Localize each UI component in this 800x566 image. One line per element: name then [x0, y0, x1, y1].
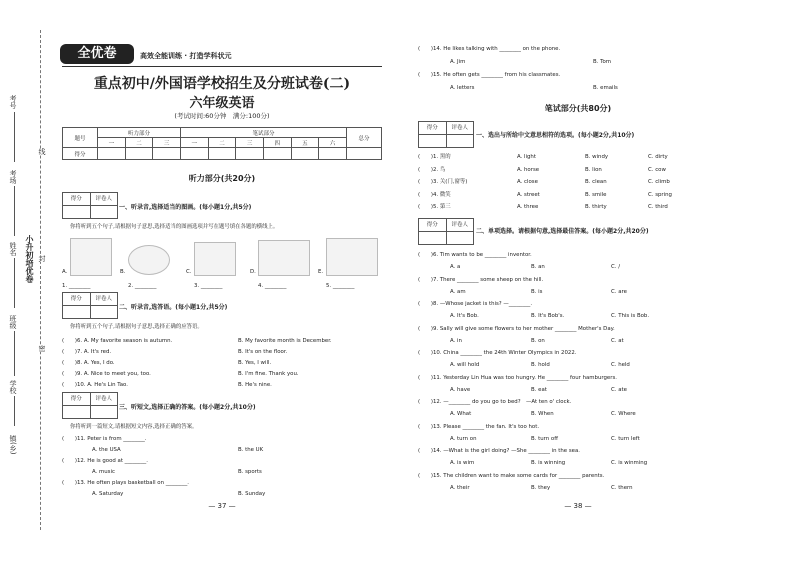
- w2-question: ( )12. —________ do you go to bed? —At ten o' clock.: [418, 399, 572, 405]
- pic-label: E.: [318, 269, 324, 275]
- q15-b[interactable]: B. emails: [593, 85, 618, 91]
- w1-option-a[interactable]: A. street: [517, 191, 540, 198]
- w2-option-a[interactable]: A. What: [450, 411, 472, 417]
- picture-a: [70, 238, 112, 276]
- q14: ( )14. He likes talking with ________ on the phone.: [418, 46, 561, 52]
- score-col: 一: [180, 138, 208, 148]
- w2-option-a[interactable]: A. is wim: [450, 460, 475, 466]
- q13-b[interactable]: B. Sunday: [238, 491, 266, 497]
- score-table: [62, 127, 382, 160]
- w1-option-b[interactable]: B. lion: [585, 166, 602, 173]
- w2-option-b[interactable]: B. is: [531, 288, 543, 295]
- listening-title: 听力部分(共20分): [188, 174, 256, 183]
- w2-option-c[interactable]: C. /: [611, 264, 621, 270]
- label-feng: 封: [38, 255, 46, 262]
- w2-option-b[interactable]: B. is winning: [531, 460, 566, 466]
- q6: ( )6. A. My favorite season is autumn.: [62, 338, 173, 344]
- w2-option-a[interactable]: A. am: [450, 288, 466, 295]
- grader-box: 得分 评卷人: [62, 192, 118, 219]
- grader-box: 得分 评卷人: [418, 218, 474, 245]
- s1-title: 一、听录音,选择适当的图画。(每小题1分,共5分): [119, 204, 252, 211]
- s2-title: 二、听录音,选答语。(每小题1分,共5分): [119, 304, 228, 311]
- w1-option-b[interactable]: B. clean: [585, 179, 607, 186]
- score-col: 二: [208, 138, 236, 148]
- q14-a[interactable]: A. Jim: [450, 59, 466, 65]
- score-cell[interactable]: [125, 148, 153, 160]
- pic-label: C.: [186, 269, 192, 275]
- w1-option-a[interactable]: A. three: [517, 204, 539, 211]
- binding-strip: [0, 0, 58, 566]
- answer-blank[interactable]: 5. ________: [326, 283, 355, 289]
- score-col: 五: [291, 138, 319, 148]
- grader-box: 得分 评卷人: [62, 392, 118, 419]
- w2-option-a[interactable]: A. their: [450, 484, 470, 491]
- w2-option-a[interactable]: A. have: [450, 386, 471, 393]
- w2-option-a[interactable]: A. will hold: [450, 362, 480, 368]
- w2-option-b[interactable]: B. on: [531, 337, 545, 344]
- score-cell[interactable]: [153, 148, 181, 160]
- q11-a[interactable]: A. the USA: [92, 447, 121, 453]
- w2-option-c[interactable]: C. at: [611, 337, 624, 344]
- score-cell[interactable]: [319, 148, 347, 160]
- score-col: 二: [125, 138, 153, 148]
- w2-option-b[interactable]: B. When: [531, 411, 554, 417]
- w2-question: ( )7. There ________ some sheep on the hill.: [418, 276, 544, 283]
- answer-blank[interactable]: 4. ________: [258, 283, 287, 289]
- exam-subtitle: 六年级英语: [189, 96, 255, 111]
- page-number-right: — 38 —: [564, 502, 592, 510]
- w2-option-b[interactable]: B. eat: [531, 386, 547, 393]
- label-banji: 班级: [9, 315, 17, 329]
- w2-option-b[interactable]: B. hold: [531, 362, 550, 368]
- score-table-defen: 得分: [63, 148, 98, 160]
- stamp-text: 小升初培优卷: [25, 235, 34, 283]
- w2-option-c[interactable]: C. This is Bob.: [611, 313, 650, 319]
- w1-option-c[interactable]: C. cow: [648, 166, 666, 173]
- q8: ( )8. A. Yes, I do.: [62, 360, 115, 366]
- logo: 全优卷: [60, 44, 134, 64]
- w2-question: ( )10. China ________ the 24th Winter Olympics in 2022.: [418, 350, 577, 356]
- w2-question: ( )15. The children want to make some cards for ________ parents.: [418, 472, 605, 479]
- picture-d: [258, 240, 310, 276]
- w2-question: ( )14. —What is the girl doing? —She ________ in the sea.: [418, 448, 580, 454]
- pic-label: A.: [62, 269, 68, 275]
- q7-b[interactable]: B. It's on the floor.: [238, 349, 288, 355]
- w2-question: ( )13. Please ________ the fan. It's too hot.: [418, 423, 540, 430]
- q10: ( )10. A. He's Lin Tao.: [62, 382, 128, 388]
- w2-option-a[interactable]: A. in: [450, 337, 462, 344]
- w2-option-a[interactable]: A. a: [450, 264, 461, 270]
- q7: ( )7. A. It's red.: [62, 349, 112, 355]
- w1-option-b[interactable]: B. thirty: [585, 204, 607, 211]
- pic-label: B.: [120, 269, 126, 275]
- s3-instr: 你将听到一篇短文,请根据短文内容,选择正确的答案。: [70, 424, 198, 430]
- page-number-left: — 37 —: [208, 502, 236, 510]
- exam-title: 重点初中/外国语学校招生及分班试卷(二): [93, 76, 351, 92]
- w2-option-a[interactable]: A. It's Bob.: [450, 313, 479, 319]
- w2-option-b[interactable]: B. turn off: [531, 435, 558, 442]
- w2-option-c[interactable]: C. thern: [611, 484, 633, 491]
- q9-b[interactable]: B. I'm fine. Thank you.: [238, 371, 299, 377]
- score-table-total: 总分: [347, 128, 382, 148]
- w1-question: ( )2. 鸟: [418, 166, 446, 173]
- score-table-listening: 听力部分: [98, 128, 181, 138]
- w1-question: ( )1. 黑的: [418, 154, 451, 160]
- q13: ( )13. He often plays basketball on ________.: [62, 480, 189, 486]
- q11-b[interactable]: B. the UK: [238, 447, 264, 453]
- q9: ( )9. A. Nice to meet you, too.: [62, 371, 151, 377]
- w2-question: ( )11. Yesterday Lin Hua was too hungry. He ________ four hamburgers.: [418, 374, 617, 381]
- w1-option-b[interactable]: B. windy: [585, 154, 609, 160]
- grader-box: 得分 评卷人: [62, 292, 118, 319]
- score-col: 六: [319, 138, 347, 148]
- label-zhen: 镇(乡): [9, 435, 17, 455]
- score-col: 一: [98, 138, 126, 148]
- picture-e: [326, 238, 378, 276]
- score-table-tihao: 题号: [63, 128, 98, 148]
- q12-b[interactable]: B. sports: [238, 469, 262, 475]
- w1-option-b[interactable]: B. smile: [585, 191, 607, 198]
- q12: ( )12. He is good at ________.: [62, 458, 148, 464]
- q11: ( )11. Peter is from ________.: [62, 436, 147, 442]
- q10-b[interactable]: B. He's nine.: [238, 382, 272, 388]
- w1-option-c[interactable]: C. climb: [648, 179, 670, 186]
- w1-question: ( )3. 关(门,窗等): [418, 179, 468, 186]
- score-col: 四: [263, 138, 291, 148]
- w2-option-c[interactable]: C. are: [611, 288, 627, 295]
- w1-question: ( )4. 微笑: [418, 191, 451, 198]
- w2-option-b[interactable]: B. they: [531, 484, 551, 491]
- q6-b[interactable]: B. My favorite month is December.: [238, 338, 332, 344]
- label-kaohao: 考号: [9, 95, 17, 109]
- answer-blank[interactable]: 3. ________: [194, 283, 223, 289]
- w1-option-a[interactable]: A. light: [517, 154, 536, 160]
- answer-blank[interactable]: 2. ________: [128, 283, 157, 289]
- label-xuexiao: 学校: [9, 380, 17, 394]
- score-cell[interactable]: [236, 148, 264, 160]
- w2-title: 二、单项选择。请根据句意,选择最佳答案。(每小题2分,共20分): [476, 228, 649, 235]
- grader-box: 得分 评卷人: [418, 121, 474, 148]
- score-cell[interactable]: [180, 148, 208, 160]
- label-kaochang: 考场: [9, 170, 17, 184]
- w1-question: ( )5. 第三: [418, 204, 451, 211]
- q15: ( )15. He often gets ________ from his classmates.: [418, 72, 561, 78]
- w2-option-b[interactable]: B. an: [531, 264, 545, 270]
- s3-title: 三、听短文,选择正确的答案。(每小题2分,共10分): [119, 404, 256, 411]
- w1-option-c[interactable]: C. third: [648, 204, 668, 211]
- label-xian: 线: [38, 148, 46, 155]
- w1-option-c[interactable]: C. spring: [648, 191, 672, 198]
- q12-a[interactable]: A. music: [92, 469, 115, 475]
- label-xingming: 姓名: [9, 242, 17, 256]
- w1-option-a[interactable]: A. close: [517, 179, 538, 186]
- w2-option-c[interactable]: C. Where: [611, 411, 636, 417]
- w2-option-c[interactable]: C. ate: [611, 386, 627, 393]
- s2-instr: 你将听到五个句子,请根据句子意思,选择正确的应答语。: [70, 324, 203, 330]
- score-cell[interactable]: [98, 148, 126, 160]
- picture-c: [194, 242, 236, 276]
- w2-question: ( )6. Tim wants to be ________ inventor.: [418, 252, 532, 258]
- exam-info: (考试时间:60分钟 满分:100分): [174, 112, 270, 120]
- q13-a[interactable]: A. Saturday: [92, 491, 124, 497]
- score-col: 三: [236, 138, 264, 148]
- w2-option-a[interactable]: A. turn on: [450, 435, 477, 442]
- w1-option-a[interactable]: A. horse: [517, 166, 540, 173]
- w2-option-c[interactable]: C. is winming: [611, 460, 648, 466]
- score-cell[interactable]: [291, 148, 319, 160]
- score-cell[interactable]: [263, 148, 291, 160]
- label-mi: 密: [38, 345, 46, 352]
- q8-b[interactable]: B. Yes, I will.: [238, 360, 272, 366]
- w1-title: 一、选出与所给中文意思相符的选项。(每小题2分,共10分): [476, 132, 635, 139]
- q15-a[interactable]: A. letters: [450, 85, 475, 91]
- w2-question: ( )8. —Whose jacket is this? —________.: [418, 301, 533, 307]
- w1-option-c[interactable]: C. dirty: [648, 154, 668, 160]
- w2-option-c[interactable]: C. turn left: [611, 435, 640, 442]
- w2-question: ( )9. Sally will give some flowers to her mother ________ Mother's Day.: [418, 325, 615, 332]
- picture-b: [128, 245, 170, 275]
- score-cell[interactable]: [208, 148, 236, 160]
- s1-instr: 你将听到五个句子,请根据句子意思,选择适当的图画选项并写在题号填在各题的横线上。: [70, 224, 279, 230]
- q14-b[interactable]: B. Tom: [593, 59, 612, 65]
- score-col: 三: [153, 138, 181, 148]
- score-table-writing: 笔试部分: [180, 128, 346, 138]
- answer-blank[interactable]: 1. ________: [62, 283, 91, 289]
- w2-option-b[interactable]: B. It's Bob's.: [531, 313, 565, 319]
- pic-label: D.: [250, 269, 256, 275]
- header-rule: [62, 66, 382, 67]
- w2-option-c[interactable]: C. held: [611, 362, 630, 368]
- writing-title: 笔试部分(共80分): [544, 104, 612, 113]
- score-cell[interactable]: [347, 148, 382, 160]
- slogan: 高效全能训练 · 打造学科状元: [140, 52, 232, 60]
